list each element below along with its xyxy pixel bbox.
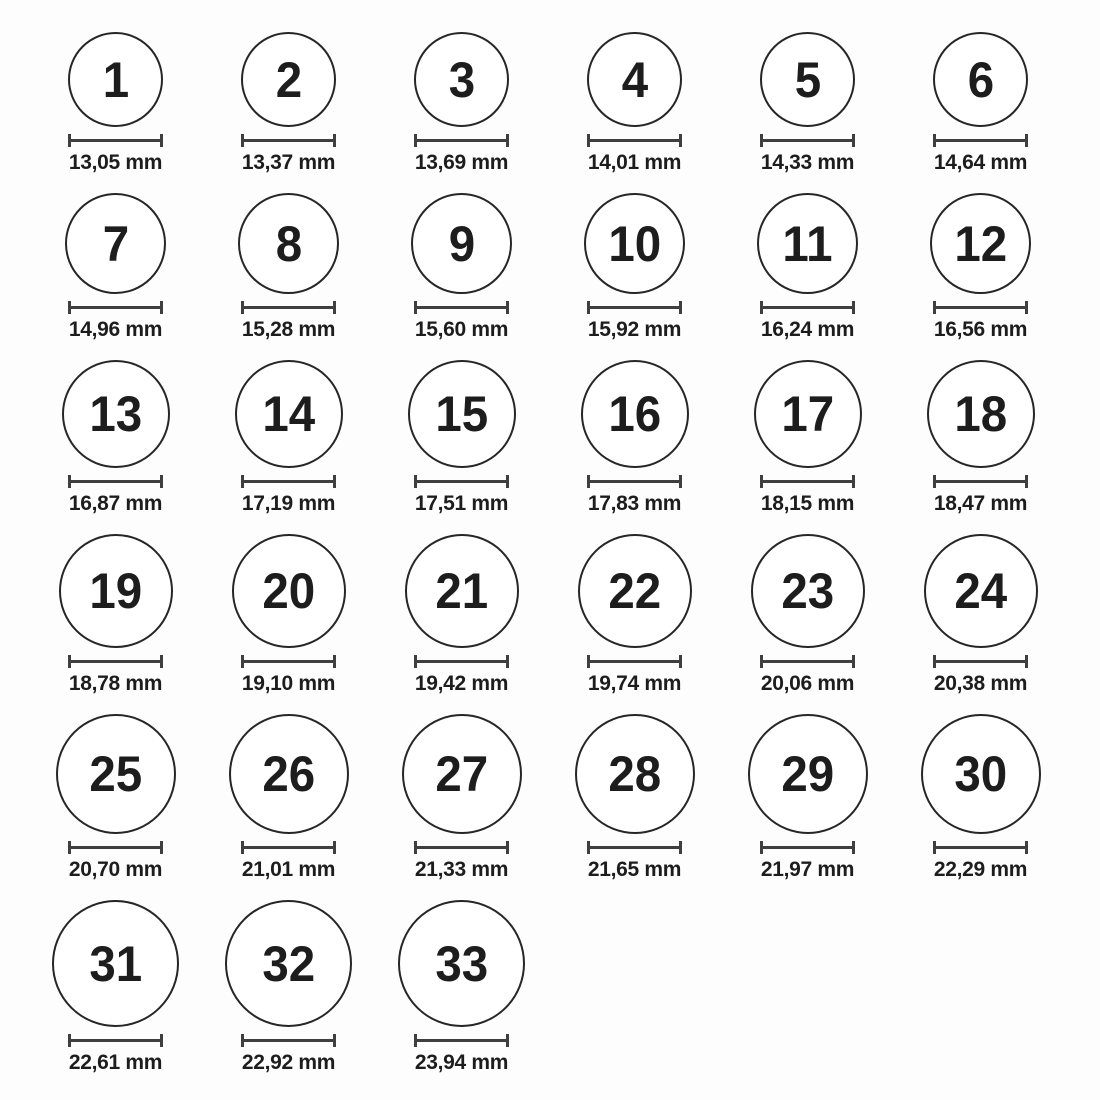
diameter-measure-line <box>68 134 163 147</box>
measure-right-tick <box>333 1034 336 1047</box>
diameter-label: 22,92 mm <box>241 1051 336 1074</box>
ring-size-number: 22 <box>608 563 661 619</box>
measure-right-tick <box>160 134 163 147</box>
measure-bar <box>589 480 680 483</box>
ring-size-item <box>721 32 894 176</box>
diameter-measure-line <box>933 301 1028 314</box>
ring-circle <box>581 360 689 468</box>
ring-size-number: 18 <box>954 386 1007 442</box>
measure-right-tick <box>1025 841 1028 854</box>
ring-size-number: 4 <box>621 51 648 108</box>
diameter-measure-line <box>933 655 1028 668</box>
ring-size-number: 5 <box>794 51 821 108</box>
measure-right-tick <box>679 301 682 314</box>
ring-size-row <box>29 714 1100 883</box>
measure-bar <box>70 480 161 483</box>
ring-size-number: 12 <box>954 215 1007 272</box>
ring-size-item <box>894 534 1067 697</box>
ring-size-row <box>29 900 1100 1076</box>
measure-right-tick <box>333 841 336 854</box>
measure-right-tick <box>852 475 855 488</box>
diameter-measure-line <box>68 841 163 854</box>
ring-size-number: 16 <box>608 386 661 442</box>
ring-size-item <box>721 193 894 343</box>
diameter-measure-line <box>68 655 163 668</box>
ring-size-number: 28 <box>608 746 661 802</box>
diameter-label: 15,60 mm <box>414 318 509 341</box>
ring-size-item <box>202 193 375 343</box>
ring-size-number: 3 <box>448 51 475 108</box>
ring-size-number: 7 <box>102 215 129 272</box>
diameter-label: 16,24 mm <box>760 318 855 341</box>
ring-circle <box>402 714 522 834</box>
diameter-label: 18,15 mm <box>760 492 855 515</box>
ring-size-item <box>29 900 202 1076</box>
measure-right-tick <box>506 475 509 488</box>
measure-bar <box>762 480 853 483</box>
ring-circle <box>408 360 516 468</box>
diameter-label: 20,38 mm <box>933 672 1028 695</box>
diameter-label: 19,10 mm <box>241 672 336 695</box>
diameter-measure-line <box>68 301 163 314</box>
ring-circle <box>68 32 163 127</box>
ring-size-number: 32 <box>262 935 315 992</box>
diameter-measure-line <box>414 475 509 488</box>
diameter-measure-line <box>414 134 509 147</box>
diameter-label: 22,29 mm <box>933 858 1028 881</box>
diameter-label: 14,01 mm <box>587 151 682 174</box>
diameter-label: 16,56 mm <box>933 318 1028 341</box>
measure-bar <box>762 139 853 142</box>
diameter-measure-line <box>760 301 855 314</box>
ring-size-number: 1 <box>102 51 129 108</box>
measure-right-tick <box>160 301 163 314</box>
ring-size-number: 25 <box>89 746 142 802</box>
measure-right-tick <box>852 134 855 147</box>
measure-right-tick <box>333 475 336 488</box>
diameter-label: 15,28 mm <box>241 318 336 341</box>
ring-size-item <box>375 360 548 517</box>
measure-right-tick <box>852 841 855 854</box>
ring-size-item <box>29 714 202 883</box>
measure-bar <box>416 660 507 663</box>
ring-circle <box>578 534 692 648</box>
ring-circle <box>924 534 1038 648</box>
ring-size-item <box>202 900 375 1076</box>
measure-bar <box>416 846 507 849</box>
measure-bar <box>935 139 1026 142</box>
measure-right-tick <box>160 475 163 488</box>
ring-circle <box>575 714 695 834</box>
ring-size-number: 26 <box>262 746 315 802</box>
measure-bar <box>935 480 1026 483</box>
diameter-measure-line <box>414 655 509 668</box>
diameter-measure-line <box>414 1034 509 1047</box>
diameter-measure-line <box>760 475 855 488</box>
ring-size-row <box>29 193 1100 343</box>
measure-right-tick <box>852 301 855 314</box>
diameter-measure-line <box>241 134 336 147</box>
ring-circle <box>235 360 343 468</box>
ring-circle <box>587 32 682 127</box>
diameter-measure-line <box>587 301 682 314</box>
measure-bar <box>935 306 1026 309</box>
diameter-label: 22,61 mm <box>68 1051 163 1074</box>
measure-right-tick <box>333 655 336 668</box>
ring-circle <box>754 360 862 468</box>
measure-right-tick <box>160 655 163 668</box>
measure-bar <box>589 846 680 849</box>
diameter-measure-line <box>587 655 682 668</box>
measure-bar <box>762 846 853 849</box>
measure-bar <box>589 660 680 663</box>
ring-size-item <box>202 534 375 697</box>
diameter-label: 13,37 mm <box>241 151 336 174</box>
ring-size-item <box>375 534 548 697</box>
ring-circle <box>398 900 525 1027</box>
measure-bar <box>762 306 853 309</box>
diameter-label: 15,92 mm <box>587 318 682 341</box>
ring-circle <box>760 32 855 127</box>
diameter-measure-line <box>933 134 1028 147</box>
ring-size-item <box>202 360 375 517</box>
ring-size-number: 11 <box>782 215 833 272</box>
measure-right-tick <box>679 841 682 854</box>
ring-size-item <box>29 32 202 176</box>
diameter-measure-line <box>241 1034 336 1047</box>
ring-circle <box>59 534 173 648</box>
ring-size-number: 33 <box>435 935 488 992</box>
diameter-measure-line <box>587 841 682 854</box>
measure-bar <box>416 306 507 309</box>
measure-right-tick <box>333 301 336 314</box>
ring-size-number: 9 <box>448 215 475 272</box>
measure-right-tick <box>506 655 509 668</box>
measure-bar <box>243 139 334 142</box>
measure-right-tick <box>679 134 682 147</box>
diameter-measure-line <box>760 134 855 147</box>
measure-right-tick <box>506 1034 509 1047</box>
measure-right-tick <box>506 134 509 147</box>
diameter-measure-line <box>414 841 509 854</box>
ring-size-number: 27 <box>435 746 488 802</box>
diameter-label: 14,64 mm <box>933 151 1028 174</box>
measure-right-tick <box>679 475 682 488</box>
measure-right-tick <box>679 655 682 668</box>
diameter-label: 17,83 mm <box>587 492 682 515</box>
measure-right-tick <box>1025 301 1028 314</box>
measure-right-tick <box>1025 475 1028 488</box>
ring-circle <box>411 193 512 294</box>
ring-circle <box>757 193 858 294</box>
diameter-measure-line <box>241 655 336 668</box>
measure-bar <box>243 846 334 849</box>
ring-circle <box>229 714 349 834</box>
ring-size-item <box>548 32 721 176</box>
ring-size-item <box>721 360 894 517</box>
ring-size-number: 15 <box>435 386 488 442</box>
measure-right-tick <box>1025 655 1028 668</box>
diameter-label: 21,33 mm <box>414 858 509 881</box>
ring-size-item <box>375 193 548 343</box>
ring-size-item <box>29 360 202 517</box>
ring-size-item <box>548 534 721 697</box>
ring-size-item <box>548 193 721 343</box>
ring-size-number: 29 <box>781 746 834 802</box>
measure-right-tick <box>1025 134 1028 147</box>
ring-size-number: 30 <box>954 746 1007 802</box>
diameter-measure-line <box>68 1034 163 1047</box>
ring-size-row <box>29 32 1100 176</box>
ring-size-item <box>894 32 1067 176</box>
ring-circle <box>65 193 166 294</box>
ring-size-number: 2 <box>275 51 302 108</box>
ring-size-number: 20 <box>262 563 315 619</box>
ring-size-number: 19 <box>89 563 142 619</box>
ring-size-number: 21 <box>435 563 488 619</box>
diameter-measure-line <box>760 841 855 854</box>
measure-bar <box>243 306 334 309</box>
ring-size-number: 13 <box>89 386 142 442</box>
measure-right-tick <box>160 841 163 854</box>
measure-right-tick <box>333 134 336 147</box>
ring-size-number: 10 <box>608 215 661 272</box>
diameter-label: 14,33 mm <box>760 151 855 174</box>
measure-bar <box>70 660 161 663</box>
measure-bar <box>762 660 853 663</box>
measure-right-tick <box>160 1034 163 1047</box>
diameter-measure-line <box>587 134 682 147</box>
diameter-label: 14,96 mm <box>68 318 163 341</box>
measure-bar <box>416 139 507 142</box>
measure-bar <box>589 306 680 309</box>
ring-circle <box>405 534 519 648</box>
ring-size-item <box>894 193 1067 343</box>
diameter-label: 20,06 mm <box>760 672 855 695</box>
diameter-measure-line <box>414 301 509 314</box>
diameter-measure-line <box>68 475 163 488</box>
measure-bar <box>70 1039 161 1042</box>
ring-size-item <box>548 360 721 517</box>
diameter-label: 19,42 mm <box>414 672 509 695</box>
diameter-label: 19,74 mm <box>587 672 682 695</box>
diameter-measure-line <box>933 841 1028 854</box>
ring-size-item <box>202 32 375 176</box>
ring-size-number: 14 <box>262 386 315 442</box>
measure-bar <box>935 660 1026 663</box>
measure-bar <box>70 846 161 849</box>
ring-circle <box>584 193 685 294</box>
measure-right-tick <box>506 301 509 314</box>
measure-bar <box>416 1039 507 1042</box>
diameter-label: 16,87 mm <box>68 492 163 515</box>
diameter-label: 21,97 mm <box>760 858 855 881</box>
diameter-label: 21,01 mm <box>241 858 336 881</box>
measure-bar <box>70 306 161 309</box>
ring-size-row <box>29 360 1100 517</box>
diameter-measure-line <box>241 841 336 854</box>
ring-circle <box>238 193 339 294</box>
ring-circle <box>52 900 179 1027</box>
diameter-measure-line <box>241 301 336 314</box>
diameter-measure-line <box>933 475 1028 488</box>
diameter-measure-line <box>760 655 855 668</box>
ring-size-item <box>721 714 894 883</box>
ring-size-item <box>202 714 375 883</box>
ring-size-number: 23 <box>781 563 834 619</box>
ring-size-row <box>29 534 1100 697</box>
ring-circle <box>933 32 1028 127</box>
measure-bar <box>243 480 334 483</box>
ring-size-number: 17 <box>781 386 834 442</box>
ring-size-number: 31 <box>89 935 142 992</box>
diameter-label: 13,69 mm <box>414 151 509 174</box>
diameter-label: 20,70 mm <box>68 858 163 881</box>
ring-size-item <box>894 360 1067 517</box>
ring-size-number: 8 <box>275 215 302 272</box>
ring-size-item <box>29 534 202 697</box>
diameter-label: 18,78 mm <box>68 672 163 695</box>
ring-size-number: 6 <box>967 51 994 108</box>
ring-circle <box>751 534 865 648</box>
ring-size-item <box>375 714 548 883</box>
diameter-label: 21,65 mm <box>587 858 682 881</box>
measure-right-tick <box>852 655 855 668</box>
ring-circle <box>241 32 336 127</box>
ring-circle <box>225 900 352 1027</box>
diameter-measure-line <box>241 475 336 488</box>
measure-right-tick <box>506 841 509 854</box>
measure-bar <box>589 139 680 142</box>
ring-size-item <box>375 900 548 1076</box>
ring-circle <box>927 360 1035 468</box>
ring-size-item <box>29 193 202 343</box>
diameter-label: 18,47 mm <box>933 492 1028 515</box>
measure-bar <box>70 139 161 142</box>
ring-circle <box>56 714 176 834</box>
ring-circle <box>930 193 1031 294</box>
measure-bar <box>416 480 507 483</box>
measure-bar <box>935 846 1026 849</box>
ring-size-item <box>894 714 1067 883</box>
measure-bar <box>243 1039 334 1042</box>
diameter-label: 23,94 mm <box>414 1051 509 1074</box>
measure-bar <box>243 660 334 663</box>
ring-size-number: 24 <box>954 563 1007 619</box>
diameter-measure-line <box>587 475 682 488</box>
ring-size-item <box>721 534 894 697</box>
ring-circle <box>921 714 1041 834</box>
ring-circle <box>232 534 346 648</box>
diameter-label: 13,05 mm <box>68 151 163 174</box>
ring-size-item <box>548 714 721 883</box>
ring-circle <box>748 714 868 834</box>
ring-circle <box>414 32 509 127</box>
diameter-label: 17,51 mm <box>414 492 509 515</box>
ring-circle <box>62 360 170 468</box>
ring-size-item <box>375 32 548 176</box>
diameter-label: 17,19 mm <box>241 492 336 515</box>
